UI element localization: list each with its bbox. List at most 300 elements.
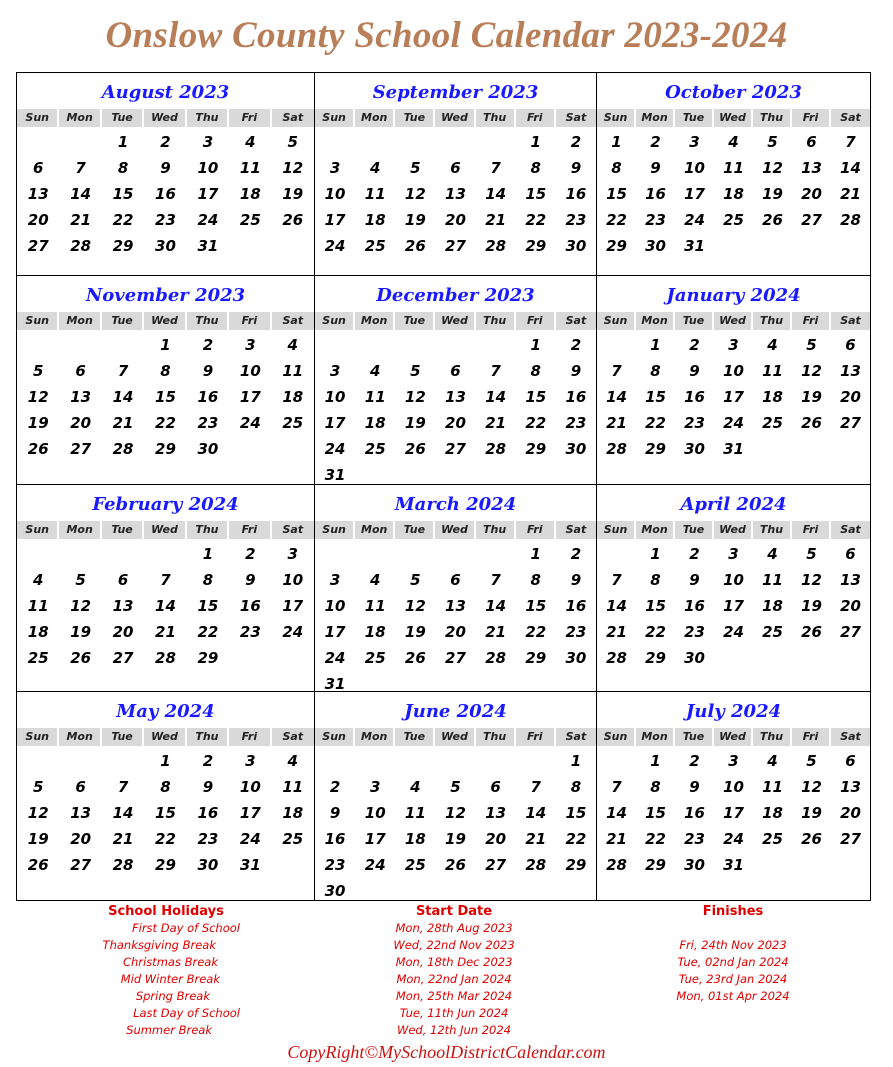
day-cell: 30 [684,440,705,458]
day-cell: 16 [684,388,705,406]
weekday-label: Thu [476,728,516,746]
day-cell: 27 [70,856,92,874]
day-cell: 16 [197,804,219,822]
day-cell: 17 [282,597,304,615]
weekday-label: Tue [102,312,144,330]
day-cell: 14 [155,597,176,615]
day-cell: 1 [117,133,129,151]
day-cell: 3 [329,159,341,177]
day-cell: 7 [75,159,86,177]
month-title: June 2024 [404,701,507,722]
weekday-label: Wed [435,109,475,127]
day-cell: 15 [525,597,547,615]
day-cell: 3 [287,545,298,563]
day-cell: 18 [364,211,386,229]
empty-day-cell [17,332,59,358]
day-cell: 31 [723,440,744,458]
day-cell: 4 [32,571,44,589]
day-cell: 28 [485,440,507,458]
day-cell: 1 [570,752,582,770]
weekday-label: Fri [229,728,271,746]
day-cell: 13 [70,388,92,406]
month-title: November 2023 [85,285,246,306]
day-cell: 22 [112,211,134,229]
day-cell: 2 [329,778,341,796]
day-cell: 28 [525,856,547,874]
day-cell: 21 [112,830,134,848]
weekday-label: Sun [17,312,59,330]
month-calendar [17,692,315,900]
day-cell: 14 [840,159,861,177]
day-cell: 26 [282,211,304,229]
day-cell: 8 [117,159,129,177]
day-cell: 5 [287,133,298,151]
day-cell: 4 [287,336,298,354]
day-cell: 9 [329,804,341,822]
day-cell: 9 [202,778,214,796]
day-cell: 1 [160,752,171,770]
day-cell: 30 [324,882,346,900]
day-cell: 19 [27,830,49,848]
weekday-label: Fri [792,728,831,746]
day-cell: 26 [27,856,49,874]
day-cell: 15 [155,388,176,406]
day-cell: 19 [404,414,426,432]
day-cell: 27 [70,440,92,458]
day-grid [315,748,596,900]
weekday-label: Sun [315,728,355,746]
day-cell: 5 [75,571,86,589]
day-cell: 13 [840,571,861,589]
month-title: April 2024 [680,494,787,515]
day-cell: 31 [239,856,261,874]
day-cell: 23 [197,830,219,848]
day-cell: 11 [364,185,386,203]
day-cell: 23 [155,211,176,229]
month-title: January 2024 [666,285,801,306]
month-calendar [597,73,870,276]
day-cell: 23 [565,414,587,432]
empty-day-cell [17,129,59,155]
empty-day-cell [355,129,395,155]
weekday-label: Mon [59,312,101,330]
day-cell: 2 [689,752,700,770]
empty-day-cell [435,748,475,774]
weekday-label: Sat [840,314,861,327]
day-cell: 12 [404,597,426,615]
day-cell: 3 [728,752,739,770]
day-cell: 9 [650,159,661,177]
empty-day-cell [355,541,395,567]
day-cell: 18 [282,804,304,822]
weekday-label: Tue [102,728,144,746]
day-cell: 23 [324,856,346,874]
empty-day-cell [476,129,516,155]
day-cell: 6 [117,571,129,589]
day-cell: 1 [530,133,541,151]
weekday-label: Mon [636,728,675,746]
day-cell: 11 [27,597,49,615]
day-grid [597,332,870,462]
weekday-label: Sat [565,523,587,536]
empty-day-cell [102,541,144,567]
day-cell: 9 [570,159,582,177]
day-cell: 11 [762,571,783,589]
day-cell: 28 [606,440,627,458]
weekday-label: Tue [102,109,144,127]
day-cell: 29 [197,649,219,667]
day-cell: 8 [650,778,661,796]
day-cell: 13 [801,159,822,177]
day-cell: 26 [404,649,426,667]
day-cell: 5 [767,133,778,151]
day-cell: 2 [202,336,214,354]
day-cell: 29 [565,856,587,874]
day-cell: 25 [404,856,426,874]
empty-day-cell [59,748,101,774]
day-cell: 16 [197,388,219,406]
day-cell: 14 [112,804,134,822]
day-cell: 6 [75,778,86,796]
weekday-label: Mon [636,312,675,330]
month-title: July 2024 [685,701,782,722]
weekday-label: Thu [753,728,792,746]
day-cell: 31 [324,466,346,484]
weekday-label: Fri [516,312,556,330]
day-cell: 9 [689,778,700,796]
month-calendar [17,276,315,485]
day-cell: 7 [611,571,622,589]
day-cell: 14 [485,185,507,203]
day-cell: 18 [282,388,304,406]
weekday-label: Fri [792,312,831,330]
day-cell: 4 [369,159,381,177]
weekday-label: Sun [17,521,59,539]
day-cell: 22 [645,414,666,432]
day-cell: 12 [801,778,822,796]
holiday-name: Last Day of School [133,1006,240,1020]
empty-day-cell [597,748,636,774]
day-cell: 15 [197,597,219,615]
day-grid [17,129,314,259]
day-cell: 27 [27,237,49,255]
day-cell: 23 [565,623,587,641]
day-cell: 4 [410,778,421,796]
day-cell: 16 [239,597,261,615]
day-cell: 29 [525,237,547,255]
weekday-label: Thu [187,728,229,746]
day-cell: 24 [723,830,744,848]
day-cell: 4 [767,336,778,354]
day-cell: 16 [324,830,346,848]
day-cell: 8 [650,571,661,589]
day-cell: 3 [202,133,214,151]
day-cell: 2 [689,545,700,563]
day-cell: 10 [239,362,261,380]
day-cell: 22 [525,414,547,432]
empty-day-cell [315,541,355,567]
start-dates-column [354,903,554,1039]
day-cell: 29 [112,237,134,255]
day-cell: 14 [485,597,507,615]
weekday-label: Sun [315,521,355,539]
weekday-label: Sun [597,312,636,330]
day-cell: 20 [445,211,466,229]
day-cell: 5 [806,545,817,563]
day-cell: 27 [840,830,861,848]
day-cell: 28 [112,856,134,874]
day-cell: 12 [27,804,49,822]
day-cell: 11 [723,159,744,177]
day-cell: 4 [369,571,381,589]
month-calendar [315,73,597,276]
weekday-label: Thu [753,312,792,330]
day-cell: 29 [155,856,176,874]
day-cell: 7 [117,778,129,796]
day-cell: 19 [404,211,426,229]
day-cell: 26 [404,440,426,458]
weekday-label: Thu [753,109,792,127]
day-cell: 27 [445,440,466,458]
weekday-header [17,521,314,539]
month-title: March 2024 [394,494,517,515]
day-cell: 1 [650,336,661,354]
weekday-label: Tue [395,312,435,330]
day-cell: 8 [650,362,661,380]
weekday-label: Mon [355,521,395,539]
day-cell: 22 [565,830,587,848]
day-cell: 12 [801,362,822,380]
day-cell: 13 [840,362,861,380]
day-cell: 21 [112,414,134,432]
weekday-label: Fri [229,521,271,539]
weekday-header [597,312,870,330]
weekday-label: Sat [282,111,304,124]
day-cell: 5 [806,752,817,770]
day-cell: 23 [565,211,587,229]
day-cell: 29 [525,649,547,667]
day-cell: 24 [239,830,261,848]
day-grid [597,748,870,878]
day-cell: 18 [364,623,386,641]
day-cell: 21 [606,414,627,432]
day-cell: 26 [762,211,783,229]
weekday-label: Wed [144,312,186,330]
day-cell: 25 [27,649,49,667]
weekday-label: Sun [17,109,59,127]
day-cell: 20 [112,623,134,641]
day-grid [17,748,314,878]
weekday-label: Sat [565,111,587,124]
day-cell: 29 [645,440,666,458]
weekday-label: Sat [282,314,304,327]
weekday-label: Thu [187,521,229,539]
day-cell: 15 [155,804,176,822]
day-cell: 25 [723,211,744,229]
start-date: Mon, 25th Mar 2024 [395,989,513,1003]
day-cell: 24 [324,237,346,255]
day-cell: 23 [645,211,666,229]
weekday-header [17,728,314,746]
weekday-label: Wed [435,728,475,746]
empty-day-cell [597,541,636,567]
day-cell: 18 [404,830,426,848]
day-cell: 17 [364,830,386,848]
day-cell: 13 [485,804,507,822]
day-cell: 10 [364,804,386,822]
day-cell: 7 [530,778,541,796]
day-cell: 1 [650,752,661,770]
day-cell: 20 [840,597,861,615]
day-cell: 1 [611,133,622,151]
day-cell: 30 [565,440,587,458]
weekday-label: Tue [102,521,144,539]
day-cell: 2 [570,336,582,354]
day-cell: 4 [728,133,739,151]
holiday-table [16,903,871,1043]
day-cell: 16 [565,185,587,203]
day-cell: 22 [155,414,176,432]
day-cell: 8 [160,362,171,380]
day-cell: 19 [70,623,92,641]
day-cell: 2 [570,545,582,563]
day-cell: 25 [364,440,386,458]
day-cell: 9 [570,571,582,589]
day-cell: 30 [197,440,219,458]
weekday-label: Mon [636,109,675,127]
day-cell: 30 [565,237,587,255]
start-date-header: Start Date [415,904,493,919]
day-cell: 20 [445,623,466,641]
finish-dates-column [633,903,833,1005]
finish-date-header: Finishes [702,904,764,919]
day-grid [315,332,596,485]
finish-date [633,920,833,937]
day-cell: 7 [160,571,171,589]
empty-day-cell [476,332,516,358]
day-cell: 15 [606,185,627,203]
day-cell: 10 [324,185,346,203]
day-cell: 6 [32,159,44,177]
day-cell: 22 [645,830,666,848]
day-cell: 6 [806,133,817,151]
day-cell: 29 [606,237,627,255]
day-cell: 26 [70,649,92,667]
holiday-name: First Day of School [132,921,240,935]
day-cell: 3 [329,362,341,380]
day-cell: 20 [840,388,861,406]
day-cell: 6 [450,159,461,177]
day-cell: 7 [117,362,129,380]
day-cell: 29 [645,649,666,667]
day-cell: 12 [27,388,49,406]
day-cell: 3 [728,545,739,563]
month-calendar [17,73,315,276]
day-cell: 28 [485,649,507,667]
day-cell: 5 [410,159,421,177]
weekday-label: Fri [516,109,556,127]
day-cell: 24 [282,623,304,641]
day-cell: 20 [27,211,49,229]
day-cell: 12 [70,597,92,615]
day-cell: 12 [404,388,426,406]
day-cell: 23 [684,623,705,641]
day-cell: 9 [570,362,582,380]
weekday-label: Thu [753,521,792,539]
day-cell: 17 [324,623,346,641]
holiday-name: Summer Break [126,1023,212,1037]
day-cell: 23 [684,414,705,432]
day-cell: 19 [762,185,783,203]
weekday-label: Wed [435,312,475,330]
start-date: Wed, 22nd Nov 2023 [393,938,515,952]
weekday-label: Sun [315,312,355,330]
day-cell: 14 [112,388,134,406]
day-cell: 20 [801,185,822,203]
day-cell: 25 [282,830,304,848]
day-cell: 26 [801,414,822,432]
day-cell: 17 [239,388,261,406]
day-cell: 18 [723,185,744,203]
day-cell: 23 [684,830,705,848]
day-cell: 4 [369,362,381,380]
day-cell: 22 [525,211,547,229]
day-cell: 18 [762,804,783,822]
empty-day-cell [17,541,59,567]
day-cell: 8 [570,778,582,796]
day-cell: 16 [684,804,705,822]
day-cell: 5 [32,778,44,796]
weekday-label: Wed [714,728,753,746]
empty-day-cell [476,748,516,774]
weekday-header [17,109,314,127]
day-cell: 24 [723,414,744,432]
day-cell: 2 [160,133,171,151]
month-calendar [315,692,597,900]
month-title: December 2023 [376,285,535,306]
weekday-header [315,521,596,539]
day-cell: 19 [27,414,49,432]
weekday-header [315,728,596,746]
day-cell: 9 [689,571,700,589]
day-cell: 18 [762,597,783,615]
day-cell: 7 [490,571,501,589]
weekday-label: Tue [395,521,435,539]
day-cell: 12 [404,185,426,203]
weekday-label: Tue [675,728,714,746]
weekday-header [17,312,314,330]
day-cell: 8 [530,571,541,589]
day-grid [17,332,314,462]
day-cell: 21 [485,623,507,641]
weekday-label: Mon [355,728,395,746]
day-cell: 1 [650,545,661,563]
day-cell: 5 [450,778,461,796]
day-cell: 28 [606,856,627,874]
day-cell: 25 [762,414,783,432]
day-cell: 14 [70,185,92,203]
weekday-label: Mon [59,109,101,127]
weekday-label: Thu [476,312,516,330]
day-cell: 15 [645,597,666,615]
day-cell: 19 [404,623,426,641]
finish-date: Tue, 23rd Jan 2024 [678,972,788,986]
day-cell: 15 [112,185,134,203]
empty-day-cell [144,541,186,567]
day-cell: 30 [197,856,219,874]
day-cell: 16 [684,597,705,615]
day-cell: 2 [650,133,661,151]
